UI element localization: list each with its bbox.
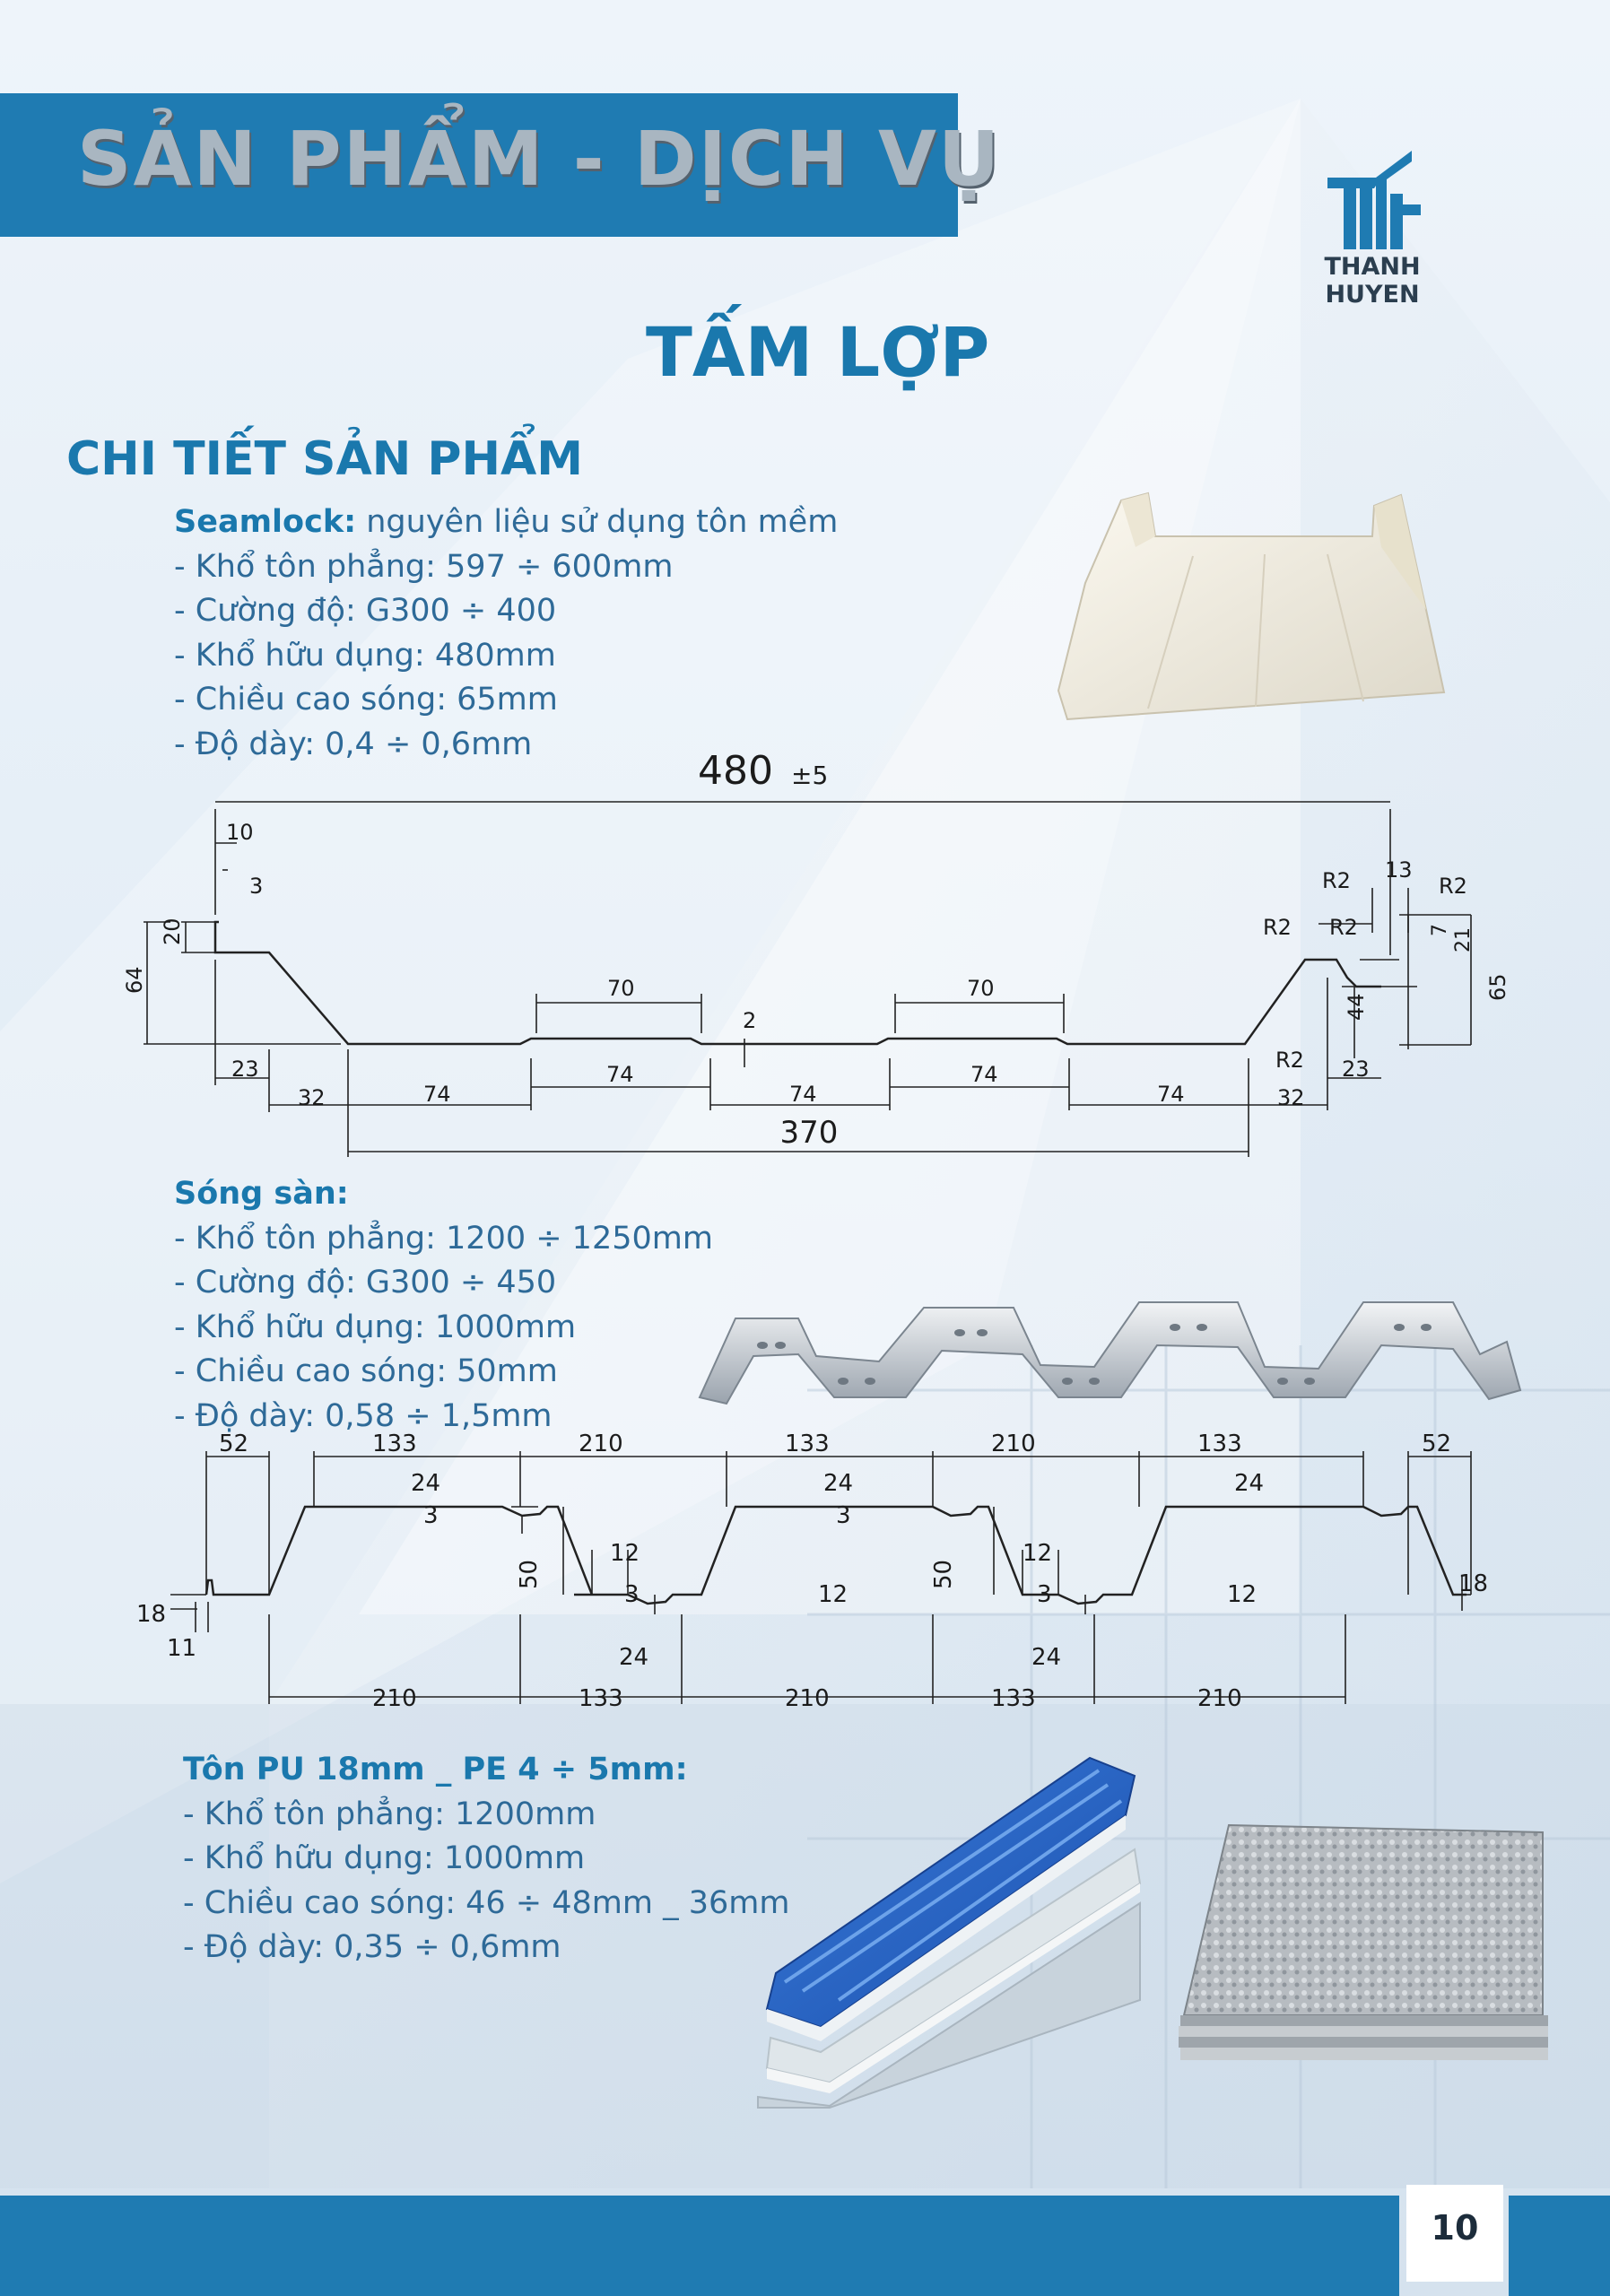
dim-133: 133 <box>785 1431 830 1457</box>
dim-12: 12 <box>818 1581 849 1608</box>
seamlock-head: Seamlock: <box>174 504 357 540</box>
spec-line: - Khổ tôn phẳng: 1200 ÷ 1250mm <box>174 1220 713 1257</box>
ton-pu-head: Tôn PU 18mm _ PE 4 ÷ 5mm: <box>183 1752 688 1787</box>
dim-12: 12 <box>1023 1540 1053 1567</box>
spec-line: - Độ dày: 0,58 ÷ 1,5mm <box>174 1397 553 1434</box>
dim-20: 20 <box>160 918 185 945</box>
logo-text: THANH HUYEN <box>1324 253 1421 309</box>
dim-7: 7 <box>1429 924 1451 936</box>
dim-24: 24 <box>619 1644 649 1671</box>
dim-133: 133 <box>579 1685 623 1712</box>
spec-line: - Chiều cao sóng: 50mm <box>174 1353 558 1389</box>
pe-panel-product-image <box>1175 1825 1552 2067</box>
dim-133: 133 <box>991 1685 1036 1712</box>
spec-line: - Độ dày: 0,35 ÷ 0,6mm <box>183 1929 561 1965</box>
dim-3: 3 <box>1037 1581 1052 1608</box>
footer-band <box>1509 2196 1610 2296</box>
dim-65: 65 <box>1485 973 1510 1001</box>
dim-210: 210 <box>1197 1685 1242 1712</box>
spec-line: - Khổ tôn phẳng: 1200mm <box>183 1796 596 1832</box>
dim-23-right: 23 <box>1342 1057 1370 1082</box>
dim-3: 3 <box>836 1502 851 1529</box>
spec-line: - Chiều cao sóng: 46 ÷ 48mm _ 36mm <box>183 1884 790 1921</box>
section-title: TẤM LỢP <box>646 312 990 392</box>
dim-74: 74 <box>606 1062 634 1087</box>
spec-line: - Chiều cao sóng: 65mm <box>174 682 558 718</box>
dim-12: 12 <box>1227 1581 1258 1608</box>
spec-line: - Cường độ: G300 ÷ 450 <box>174 1265 557 1300</box>
ton-pu-spec <box>183 1748 789 1970</box>
seamlock-profile-drawing <box>122 748 1525 1175</box>
dim-overall-tol: ±5 <box>791 761 829 790</box>
dim-r2: R2 <box>1329 915 1358 940</box>
dim-r2: R2 <box>1439 874 1467 899</box>
dim-18: 18 <box>136 1601 167 1628</box>
dim-74: 74 <box>423 1082 451 1107</box>
dim-74: 74 <box>789 1082 817 1107</box>
floor-deck-profile-drawing <box>126 1431 1489 1731</box>
dim-r2: R2 <box>1263 915 1292 940</box>
seamlock-desc: nguyên liệu sử dụng tôn mềm <box>356 504 839 540</box>
dim-74: 74 <box>970 1062 998 1087</box>
dim-50: 50 <box>516 1559 543 1589</box>
pu-panel-product-image <box>749 1749 1144 2108</box>
dim-64: 64 <box>122 966 147 994</box>
song-san-spec <box>174 1172 713 1439</box>
dim-base: 370 <box>779 1115 839 1151</box>
dim-12: 12 <box>610 1540 640 1567</box>
page-number: 10 <box>1431 2208 1479 2248</box>
dim-18: 18 <box>1458 1570 1489 1597</box>
header-title: SẢN PHẨM - DỊCH VỤ <box>77 115 1002 203</box>
dim-11: 11 <box>167 1635 197 1662</box>
dim-210: 210 <box>991 1431 1036 1457</box>
dim-133: 133 <box>1197 1431 1242 1457</box>
dim-44: 44 <box>1344 993 1369 1021</box>
dim-24: 24 <box>1234 1470 1265 1497</box>
spec-line: - Độ dày: 0,4 ÷ 0,6mm <box>174 726 533 762</box>
dim-32-left: 32 <box>298 1085 326 1110</box>
dim-24: 24 <box>823 1470 854 1497</box>
dim-10: 10 <box>226 820 254 845</box>
spec-line: - Cường độ: G300 ÷ 400 <box>174 593 557 629</box>
dim-210: 210 <box>579 1431 623 1457</box>
spec-line: - Khổ hữu dụng: 480mm <box>174 637 556 674</box>
dim-r2: R2 <box>1322 868 1351 893</box>
dim-52: 52 <box>219 1431 249 1457</box>
dim-32-right: 32 <box>1277 1085 1305 1110</box>
seamlock-spec <box>174 500 838 767</box>
dim-overall: 480 <box>698 748 773 794</box>
detail-title: CHI TIẾT SẢN PHẨM <box>66 432 583 486</box>
footer-band <box>0 2196 1399 2296</box>
dim-23-left: 23 <box>231 1057 259 1082</box>
dim-21: 21 <box>1452 927 1475 952</box>
dim-52: 52 <box>1422 1431 1452 1457</box>
dim-210: 210 <box>372 1685 417 1712</box>
dim-3: 3 <box>249 874 264 899</box>
dim-74: 74 <box>1157 1082 1185 1107</box>
dim-24: 24 <box>1031 1644 1062 1671</box>
seamlock-product-image <box>1049 484 1471 726</box>
dim-3: 3 <box>624 1581 640 1608</box>
spec-line: - Khổ hữu dụng: 1000mm <box>183 1840 586 1876</box>
dim-133: 133 <box>372 1431 417 1457</box>
dim-50: 50 <box>930 1559 957 1589</box>
dim-13: 13 <box>1385 857 1413 883</box>
dim-210: 210 <box>785 1685 830 1712</box>
spec-line: - Khổ hữu dụng: 1000mm <box>174 1309 577 1345</box>
dim-70: 70 <box>967 976 995 1001</box>
dim-2: 2 <box>743 1008 757 1033</box>
dim-70: 70 <box>607 976 635 1001</box>
floor-deck-product-image <box>700 1292 1525 1408</box>
dim-24: 24 <box>411 1470 441 1497</box>
dim-r2: R2 <box>1275 1048 1304 1073</box>
dim-3: 3 <box>423 1502 439 1529</box>
song-san-head: Sóng sàn: <box>174 1176 349 1212</box>
spec-line: - Khổ tôn phẳng: 597 ÷ 600mm <box>174 548 674 585</box>
